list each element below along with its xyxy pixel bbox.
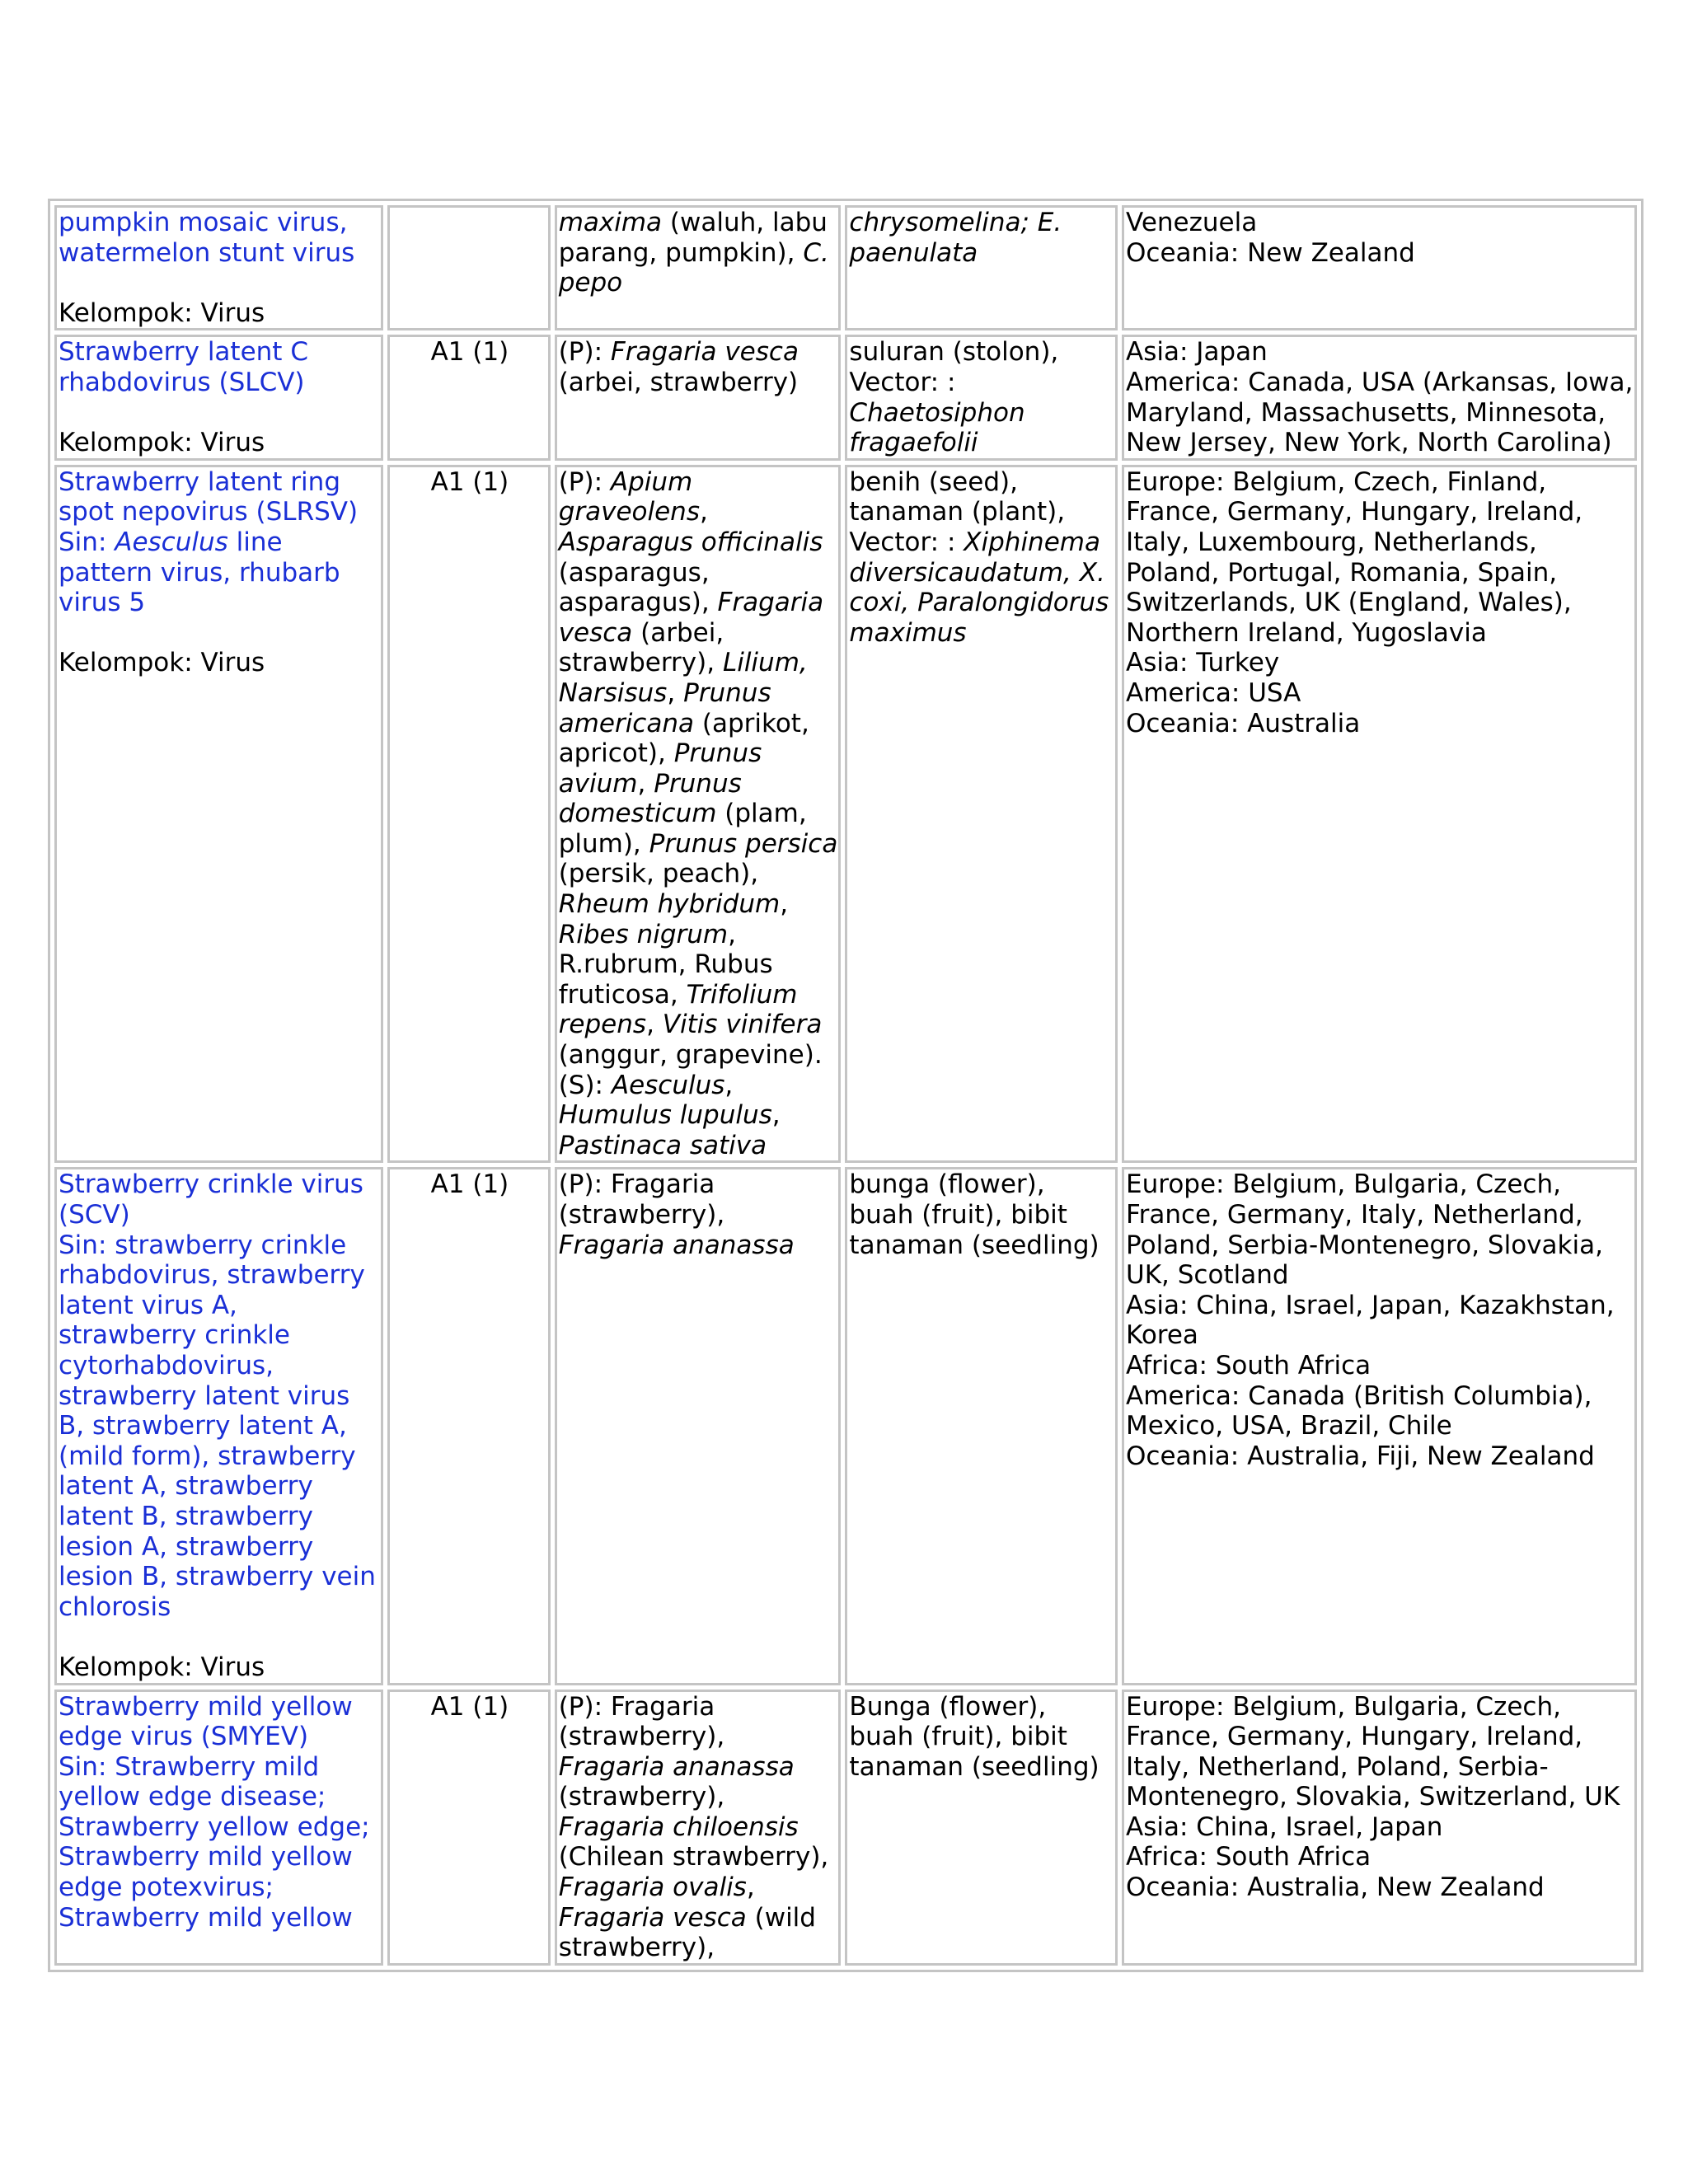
pest-name-link[interactable]: Strawberry mild yellow edge virus (SMYEV) (59, 1691, 353, 1752)
vector-scientific-name: Xiphinema diversicaudatum, X. coxi, Paralongidorus maximus (849, 527, 1109, 648)
host-text: (P): Fragaria (strawberry), (558, 1169, 725, 1230)
pathway-cell (845, 1690, 1118, 1966)
host-text: (P): Fragaria (strawberry), (558, 1691, 725, 1752)
distribution-line: Europe: Belgium, Bulgaria, Czech, France, Germany, Italy, Netherland, Poland, Serbia-Montenegro, Slovakia, UK, Scotland (1126, 1169, 1603, 1291)
pathway-text: bunga (flower), buah (fruit), bibit tanaman (seedling) (849, 1169, 1100, 1260)
distribution-line: Venezuela (1126, 208, 1258, 237)
host-scientific-name: Prunus avium (558, 738, 762, 799)
spacer (59, 268, 381, 298)
host-scientific-name: C. pepo (558, 237, 829, 298)
distribution-line: Africa: South Africa (1126, 1842, 1372, 1872)
group-label: Kelompok: Virus (59, 648, 265, 678)
pest-name-link[interactable]: pumpkin mosaic virus, watermelon stunt virus (59, 208, 355, 268)
host-cell (555, 205, 842, 330)
host-text: , (724, 1070, 734, 1100)
host-cell (555, 465, 842, 1164)
host-text: , (746, 1872, 755, 1903)
host-text: (P): (558, 337, 611, 368)
group-label: Kelompok: Virus (59, 428, 265, 458)
spacer (59, 618, 381, 649)
host-text: (asparagus, asparagus), (558, 557, 718, 618)
distribution-cell (1122, 335, 1637, 460)
host-text: (anggur, grapevine). (S): (558, 1040, 823, 1100)
host-scientific-name: Fragaria vesca (558, 1902, 747, 1933)
host-scientific-name: Apium graveolens (558, 466, 700, 527)
pathway-text: benih (seed), tanaman (plant), Vector: : (849, 466, 1066, 557)
distribution-cell (1122, 1690, 1637, 1966)
host-text: , (667, 677, 684, 708)
vector-scientific-name: chrysomelina; E. paenulata (849, 208, 1062, 268)
host-scientific-name: Prunus americana (558, 677, 771, 738)
host-text: , (699, 497, 708, 527)
pest-table (48, 199, 1643, 1972)
host-text: (plam, plum), (558, 799, 807, 859)
category-cell (387, 205, 551, 330)
host-text: , (646, 1010, 663, 1040)
host-scientific-name: Prunus persica (649, 828, 838, 859)
table-row (54, 1167, 1637, 1685)
host-text: (strawberry), (558, 1782, 725, 1812)
table-row (54, 205, 1637, 330)
synonym-text: Sin: Strawberry mild yellow edge disease; Strawberry yellow edge; Strawberry mild yellow edge potexvirus; Strawberry mild yellow (59, 1751, 370, 1933)
distribution-cell (1122, 1167, 1637, 1685)
distribution-line: Asia: China, Israel, Japan, Kazakhstan, Korea (1126, 1290, 1615, 1351)
host-scientific-name: maxima (558, 208, 663, 237)
table-row (54, 465, 1637, 1164)
host-scientific-name: Prunus domesticum (558, 768, 742, 829)
pest-name-cell (54, 465, 383, 1164)
host-scientific-name: Rheum hybridum (558, 889, 781, 920)
category-cell: A1 (1) (387, 335, 551, 460)
host-cell (555, 1690, 842, 1966)
pathway-text: suluran (stolon), Vector: : (849, 337, 1059, 397)
pest-name-cell (54, 335, 383, 460)
host-scientific-name: Ribes nigrum (558, 919, 729, 949)
spacer (59, 398, 381, 429)
table-row (54, 1690, 1637, 1966)
group-label: Kelompok: Virus (59, 1652, 265, 1682)
distribution-line: America: USA (1126, 677, 1301, 708)
distribution-line: America: Canada, USA (Arkansas, Iowa, Maryland, Massachusetts, Minnesota, New Jersey, New York, North Carolina) (1126, 367, 1634, 458)
host-text: (arbei, strawberry) (558, 367, 799, 397)
distribution-cell (1122, 205, 1637, 330)
host-scientific-name: Humulus lupulus (558, 1100, 772, 1131)
spacer (59, 1622, 381, 1652)
pathway-cell (845, 335, 1118, 460)
pest-name-cell (54, 1690, 383, 1966)
pest-name-link[interactable]: Strawberry latent C rhabdovirus (SLCV) (59, 337, 308, 397)
host-text: (waluh, labu parang, pumpkin), (558, 208, 828, 268)
host-text: (Chilean strawberry), (558, 1842, 829, 1872)
host-text: (wild strawberry), (558, 1902, 816, 1963)
pathway-cell (845, 1167, 1118, 1685)
vector-scientific-name: Chaetosiphon fragaefolii (849, 397, 1025, 458)
host-text: (aprikot, apricot), (558, 708, 809, 769)
host-scientific-name: Aesculus (611, 1070, 725, 1100)
host-text: , (780, 889, 789, 920)
host-cell (555, 1167, 842, 1685)
host-scientific-name: Fragaria vesca (558, 588, 824, 648)
host-scientific-name: Vitis vinifera (662, 1010, 823, 1040)
distribution-line: Europe: Belgium, Bulgaria, Czech, France, Germany, Hungary, Ireland, Italy, Netherland, Poland, Serbia-Montenegro, Slovakia, Switzerland, UK (1126, 1691, 1620, 1812)
synonym-text: Sin: Aesculus line pattern virus, rhubarb virus 5 (59, 527, 340, 618)
host-scientific-name: Fragaria ovalis (558, 1872, 747, 1903)
pest-name-link[interactable]: Strawberry crinkle virus (SCV) (59, 1169, 363, 1230)
host-scientific-name: Trifolium repens (558, 979, 798, 1040)
host-scientific-name: Fragaria chiloensis (558, 1811, 799, 1842)
distribution-line: Asia: China, Israel, Japan (1126, 1811, 1443, 1842)
host-cell (555, 335, 842, 460)
group-label: Kelompok: Virus (59, 298, 265, 328)
distribution-line: Asia: Turkey (1126, 648, 1280, 678)
table-body (54, 205, 1637, 1966)
host-text: (persik, peach), (558, 859, 759, 889)
pest-name-link[interactable]: Strawberry latent ring spot nepovirus (SLRSV) (59, 466, 359, 527)
distribution-line: Oceania: Australia, Fiji, New Zealand (1126, 1441, 1595, 1471)
distribution-line: Asia: Japan (1126, 337, 1268, 368)
category-cell: A1 (1) (387, 1167, 551, 1685)
host-text: , R.rubrum, Rubus fruticosa, (558, 919, 773, 1010)
host-text: , (771, 1100, 781, 1131)
host-text: (arbei, strawberry), (558, 617, 724, 678)
distribution-line: Europe: Belgium, Czech, Finland, France, Germany, Hungary, Ireland, Italy, Luxembourg, Netherlands, Poland, Portugal, Romania, Spain, Switzerlands, UK (England, Wales), Northern Ireland, Yugoslavia (1126, 466, 1583, 648)
distribution-cell (1122, 465, 1637, 1164)
pathway-text: Bunga (flower), buah (fruit), bibit tanaman (seedling) (849, 1691, 1100, 1782)
host-scientific-name: Fragaria ananassa (558, 1751, 795, 1782)
category-cell: A1 (1) (387, 1690, 551, 1966)
distribution-line: Oceania: Australia (1126, 708, 1361, 738)
distribution-line: Oceania: New Zealand (1126, 237, 1415, 268)
distribution-line: Oceania: Australia, New Zealand (1126, 1872, 1545, 1903)
host-text: , (637, 768, 654, 799)
host-text: (P): (558, 466, 611, 497)
host-scientific-name: Asparagus officinalis (558, 527, 823, 557)
host-scientific-name: Lilium, Narsisus (558, 648, 808, 708)
pathway-cell (845, 205, 1118, 330)
category-cell: A1 (1) (387, 465, 551, 1164)
distribution-line: America: Canada (British Columbia), Mexico, USA, Brazil, Chile (1126, 1380, 1592, 1441)
pest-name-cell (54, 1167, 383, 1685)
host-scientific-name: Fragaria vesca (610, 337, 799, 368)
synonym-text: Sin: strawberry crinkle rhabdovirus, strawberry latent virus A, strawberry crinkle cytorhabdovirus, strawberry latent virus B, strawberry latent A, (mild form), strawberry latent A, strawberry latent B, strawberry lesion A, strawberry lesion B, strawberry vein chlorosis (59, 1230, 376, 1622)
host-scientific-name: Pastinaca sativa (558, 1130, 767, 1160)
pest-name-cell (54, 205, 383, 330)
table-row (54, 335, 1637, 460)
distribution-line: Africa: South Africa (1126, 1350, 1372, 1380)
pathway-cell (845, 465, 1118, 1164)
host-scientific-name: Fragaria ananassa (558, 1230, 795, 1260)
